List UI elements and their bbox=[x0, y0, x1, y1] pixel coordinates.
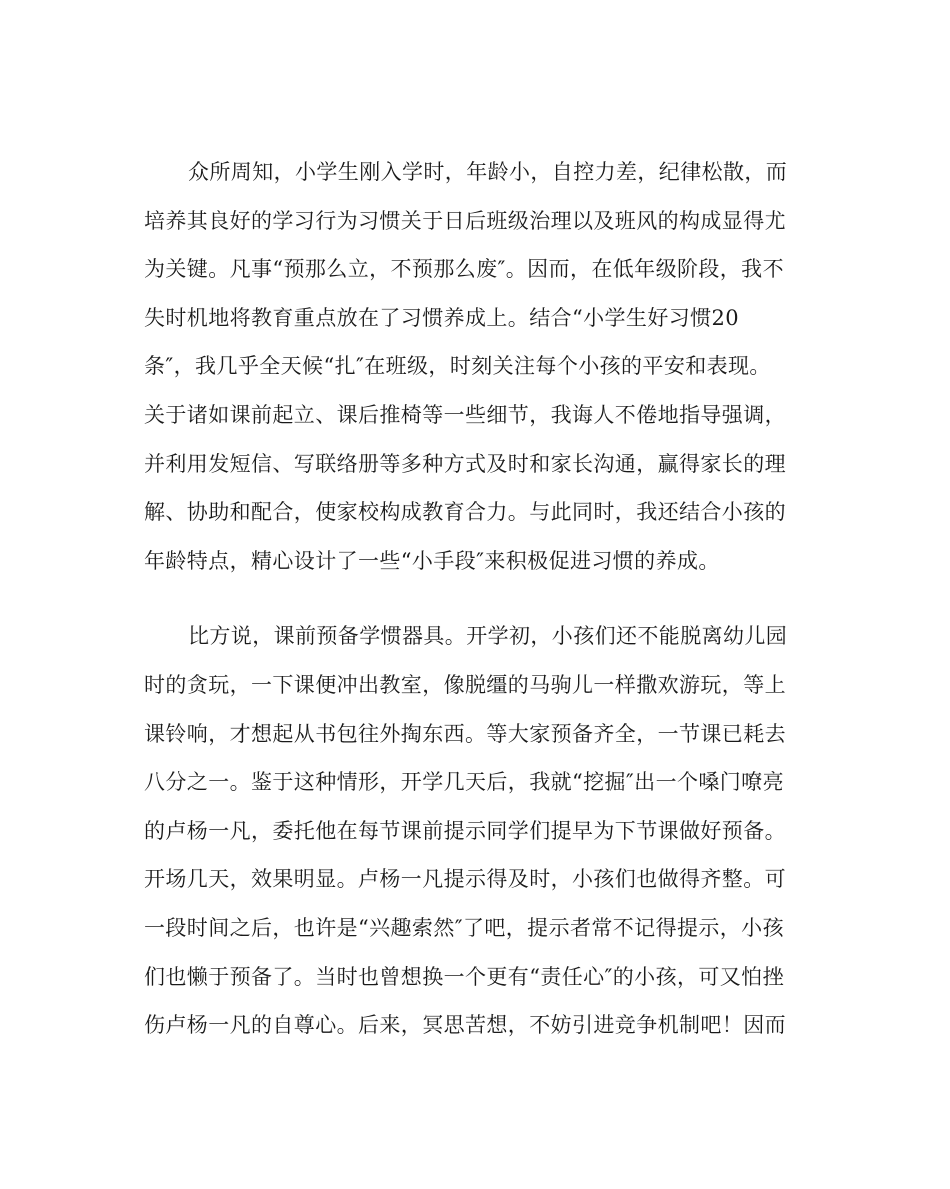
text-line: 年龄特点，精心设计了一些“小手段″来积极促进习惯的养成。 bbox=[144, 548, 720, 573]
text-line: 众所周知，小学生刚入学时，年龄小，自控力差，纪律松散，而 bbox=[188, 160, 788, 184]
text-line: 开场几天，效果明显。卢杨一凡提示得及时，小孩们也做得齐整。可 bbox=[144, 867, 786, 892]
text-line: 八分之一。鉴于这种情形，开学几天后，我就“挖掘″出一个嗓门嘹亮 bbox=[144, 770, 784, 795]
text-line: 比方说，课前预备学惯器具。开学初，小孩们还不能脱离幼儿园 bbox=[188, 624, 788, 649]
text-line: 为关键。凡事“预那么立，不预那么废″。因而，在低年级阶段，我不 bbox=[144, 257, 784, 282]
text-line: 一段时间之后，也许是“兴趣索然″了吧，提示者常不记得提示，小孩 bbox=[144, 915, 784, 940]
paragraph-spacer bbox=[144, 585, 814, 612]
paragraph-1 bbox=[144, 148, 814, 585]
paragraph-2 bbox=[144, 612, 814, 1049]
text-line: 条″，我几乎全天候“扎″在班级，时刻关注每个小孩的平安和表现。 bbox=[144, 354, 771, 379]
text-line: 时的贪玩，一下课便冲出教室，像脱缰的马驹儿一样撒欢游玩，等上 bbox=[144, 672, 786, 697]
text-line: 培养其良好的学习行为习惯关于日后班级治理以及班风的构成显得尤 bbox=[144, 208, 786, 233]
document-body bbox=[144, 148, 814, 1050]
text-line: 的卢杨一凡，委托他在每节课前提示同学们提早为下节课做好预备。 bbox=[144, 818, 786, 843]
text-line: 关于诸如课前起立、课后推椅等一些细节，我诲人不倦地指导强调， bbox=[144, 402, 786, 427]
text-line: 课铃响，才想起从书包往外掏东西。等大家预备齐全，一节课已耗去 bbox=[144, 721, 786, 746]
text-line: 解、协助和配合，使家校构成教育合力。与此同时，我还结合小孩的 bbox=[144, 500, 786, 525]
text-line: 并利用发短信、写联络册等多种方式及时和家长沟通，赢得家长的理 bbox=[144, 451, 786, 476]
text-line: 伤卢杨一凡的自尊心。后来，冥思苦想，不妨引进竞争机制吧！因而 bbox=[144, 1013, 786, 1038]
text-line: 们也懒于预备了。当时也曾想换一个更有“责任心″的小孩，可又怕挫 bbox=[144, 964, 784, 989]
text-line: 失时机地将教育重点放在了习惯养成上。结合“小学生好习惯20 bbox=[144, 305, 740, 330]
